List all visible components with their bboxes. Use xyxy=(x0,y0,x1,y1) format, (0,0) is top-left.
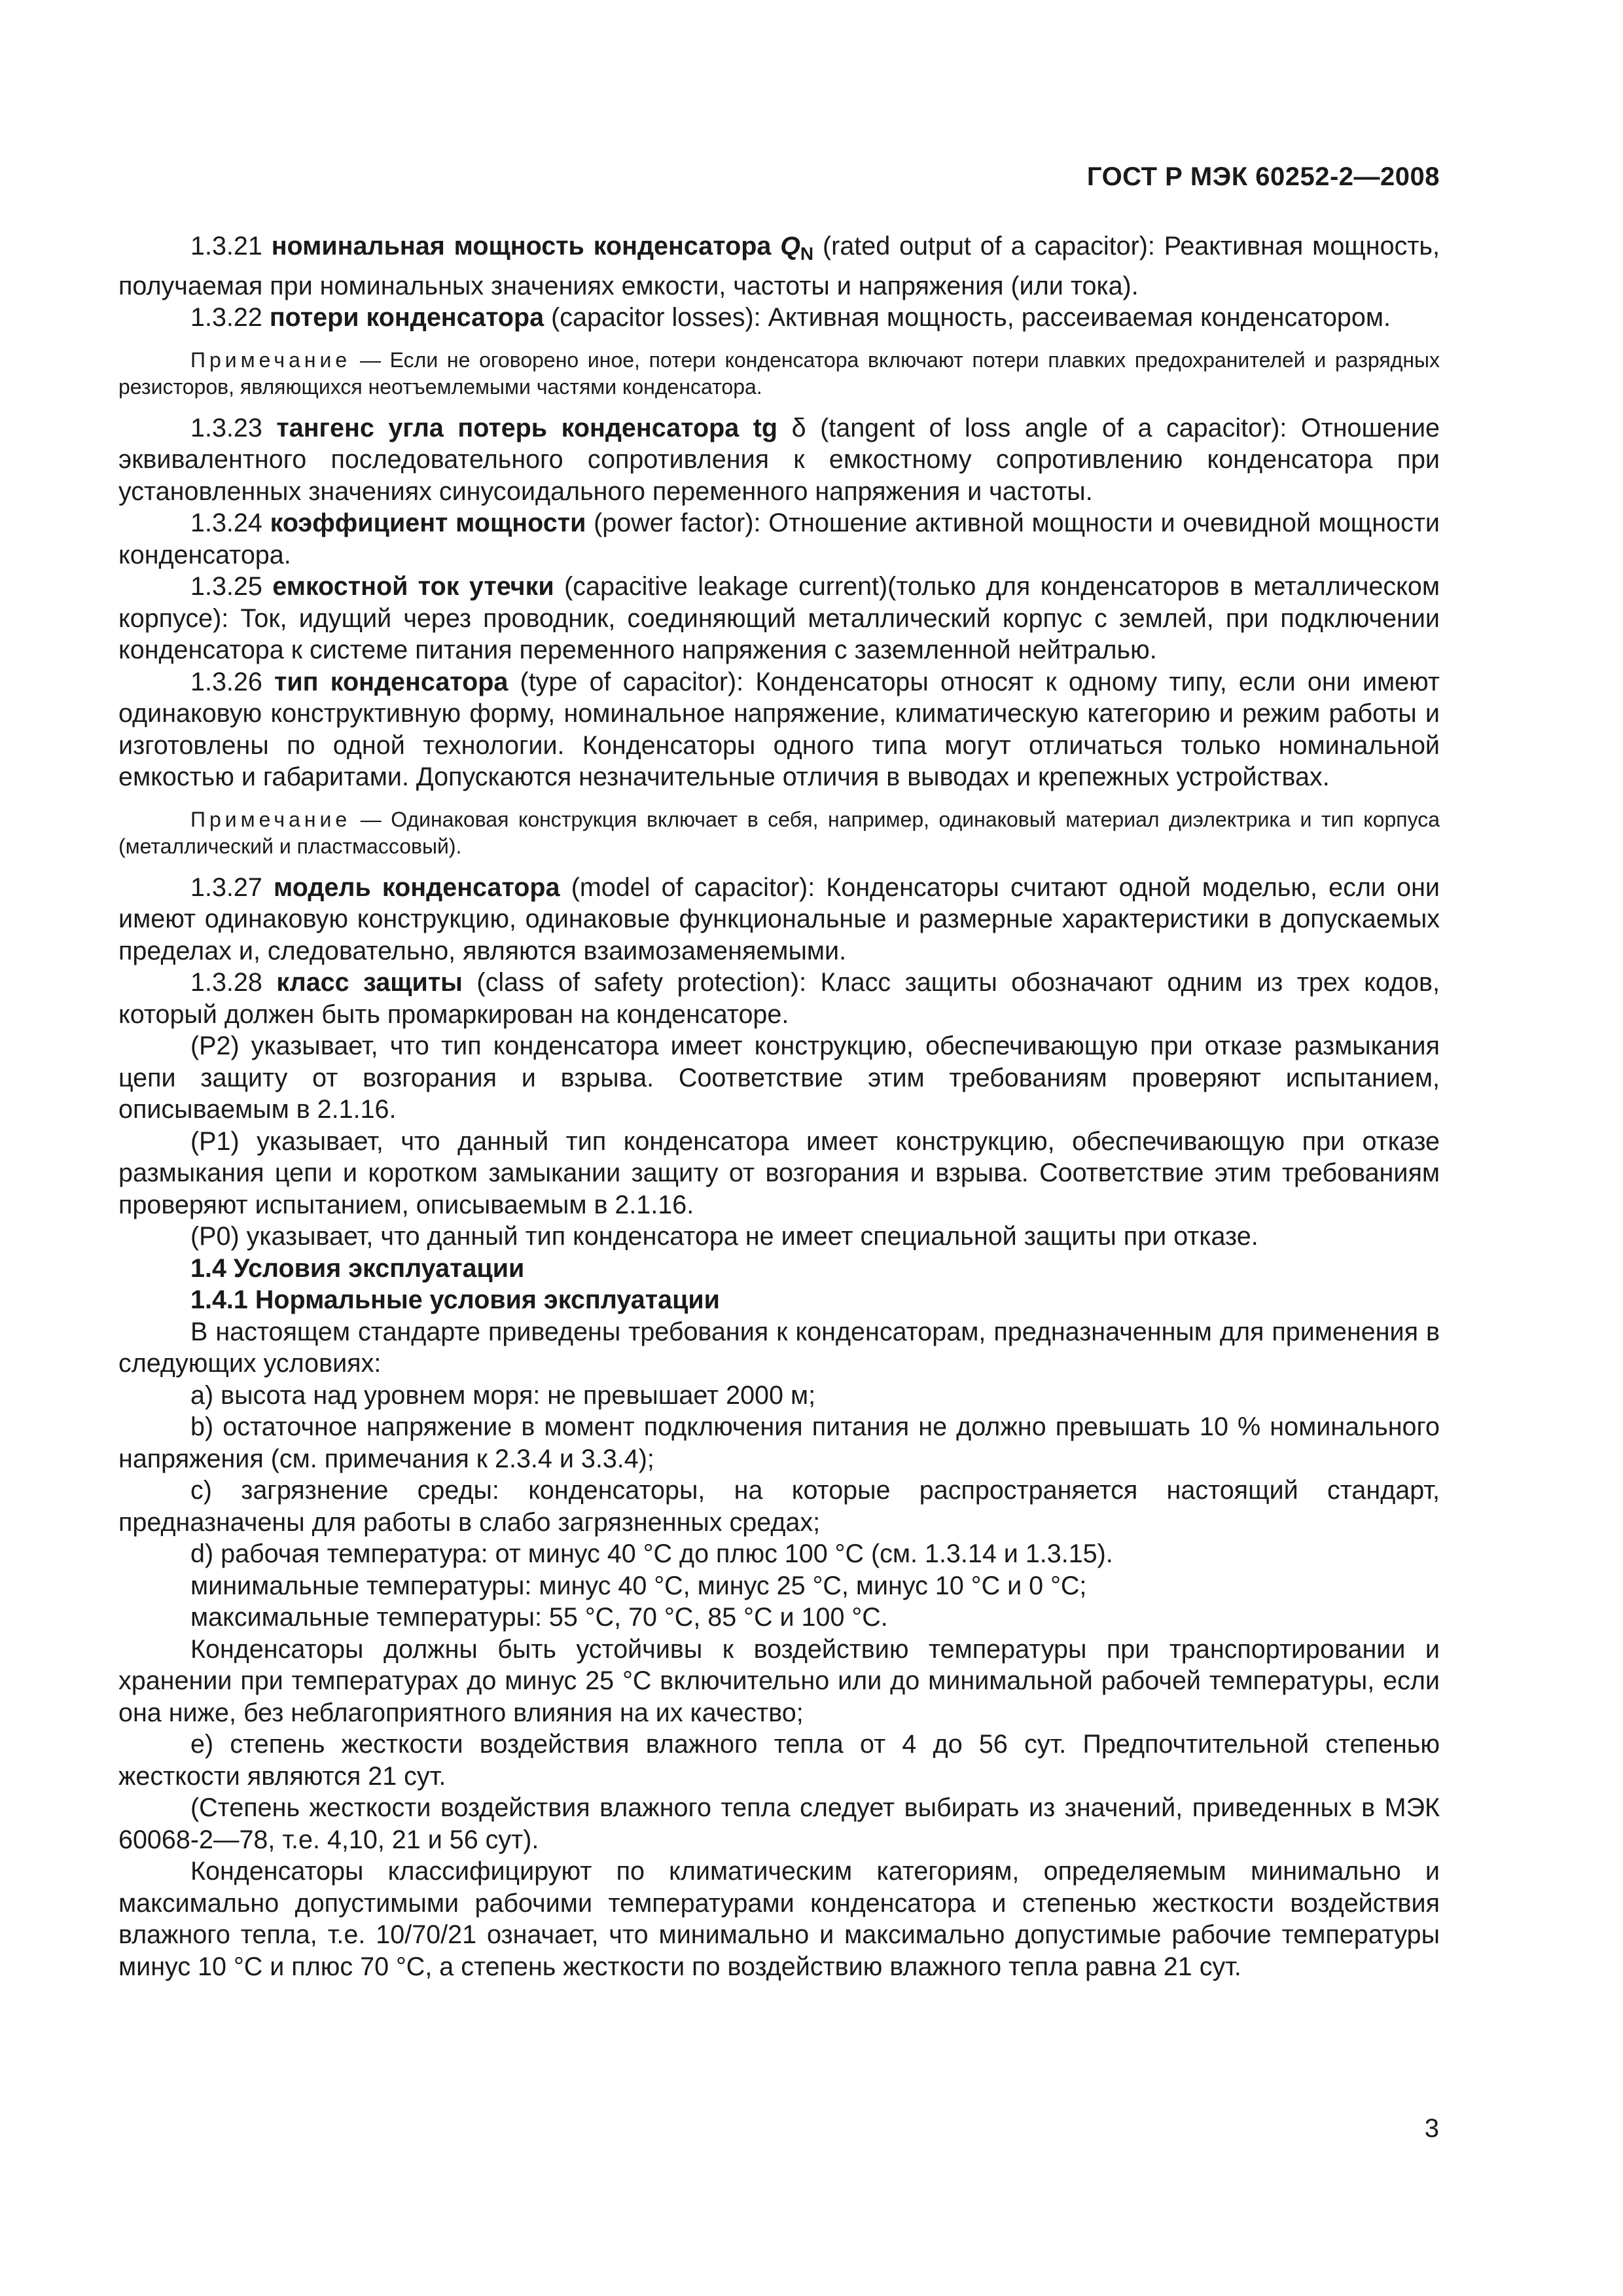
note-text: — Одинаковая конструкция включает в себя, например, одинаковый материал диэлектрика и тип корпуса (металлический и пластмассовый). xyxy=(118,807,1440,858)
page-number: 3 xyxy=(1424,2114,1439,2143)
delta-symbol: δ xyxy=(777,413,806,442)
term: класс защиты xyxy=(276,968,463,997)
list-item-a: а) высота над уровнем моря: не превышает 2000 м; xyxy=(190,1380,816,1410)
list-item-b: b) остаточное напряжение в момент подключения питания не должно превышать 10 % номинального напряжения (см. примечания к 2.3.4 и 3.3.4); xyxy=(118,1412,1440,1473)
definition: (capacitor losses): Активная мощность, рассеиваемая конденсатором. xyxy=(544,303,1391,332)
paragraph: (Степень жесткости воздействия влажного тепла следует выбирать из значений, приведенных в МЭК 60068-2—78, т.е. 4,10, 21 и 56 сут). xyxy=(118,1793,1440,1854)
clause-1-3-25 xyxy=(118,571,1440,666)
document-code: ГОСТ Р МЭК 60252-2—2008 xyxy=(1086,162,1440,191)
note-label: Примечание xyxy=(190,807,351,831)
definition: (type of capacitor): Конденсаторы относят к одному типу, если они имеют одинаковую конструктивную форму, номинальное напряжение, климатическую категорию и режим работы и изготовлены по одной технологии. Конденсаторы одного типа могут отличаться только номинальной емкостью и габаритами. Допускаются незначительные отличия в выводах и крепежных устройствах. xyxy=(118,667,1440,791)
section-heading-1-4-1: 1.4.1 Нормальные условия эксплуатации xyxy=(190,1285,720,1314)
page-body xyxy=(118,230,1440,1982)
clause-1-3-26 xyxy=(118,666,1440,793)
clause-number: 1.3.26 xyxy=(190,667,262,696)
clause-1-3-27 xyxy=(118,872,1440,967)
clause-1-3-28 xyxy=(118,967,1440,1030)
term: потери конденсатора xyxy=(269,303,544,332)
definition: (power factor): Отношение активной мощности и очевидной мощности конденсатора. xyxy=(118,509,1440,569)
list-item-c: c) загрязнение среды: конденсаторы, на которые распространяется настоящий стандарт, предназначены для работы в слабо загрязненных средах; xyxy=(118,1476,1440,1537)
note-1 xyxy=(118,347,1440,401)
term: номинальная мощность конденсатора xyxy=(271,232,772,260)
definition: (model of capacitor): Конденсаторы считают одной моделью, если они имеют одинаковую конструкцию, одинаковые функциональные и размерные характеристики в допускаемых пределах и, следовательно, являются взаимозаменяемыми. xyxy=(118,872,1440,965)
note-text: — Если не оговорено иное, потери конденсатора включают потери плавких предохранителей и разрядных резисторов, являющихся неотъемлемыми частями конденсатора. xyxy=(118,348,1440,399)
paragraph: максимальные температуры: 55 °С, 70 °С, 85 °С и 100 °С. xyxy=(190,1603,888,1632)
term: коэффициент мощности xyxy=(270,509,586,537)
section-heading-1-4: 1.4 Условия эксплуатации xyxy=(190,1253,525,1283)
term: модель конденсатора xyxy=(274,872,560,902)
paragraph-p0: (Р0) указывает, что данный тип конденсатора не имеет специальной защиты при отказе. xyxy=(190,1222,1258,1251)
note-label: Примечание xyxy=(190,348,351,372)
clause-number: 1.3.21 xyxy=(190,232,262,260)
definition: (capacitive leakage current)(только для конденсаторов в металлическом корпусе): Ток, идущий через проводник, соединяющий металлический корпус с землей, при подключении конденсатора к системе питания переменного напряжения с заземленной нейтралью. xyxy=(118,572,1440,664)
clause-1-3-24 xyxy=(118,507,1440,571)
clause-number: 1.3.23 xyxy=(190,413,262,442)
term: тангенс угла потерь конденсатора tg xyxy=(276,413,778,442)
paragraph: минимальные температуры: минус 40 °С, минус 25 °С, минус 10 °С и 0 °С; xyxy=(190,1571,1087,1600)
term: тип конденсатора xyxy=(274,667,508,696)
paragraph-p2: (Р2) указывает, что тип конденсатора имеет конструкцию, обеспечивающую при отказе размыкания цепи защиту от возгорания и взрыва. Соответствие этим требованиям проверяют испытанием, описываемым в 2.1.16. xyxy=(118,1031,1440,1124)
clause-number: 1.3.22 xyxy=(190,303,262,332)
definition: (tangent of loss angle of a capacitor): Отношение эквивалентного последовательного сопротивления к емкостному сопротивлению конденсатора при установленных значениях синусоидального переменного напряжения и частоты. xyxy=(118,413,1440,506)
term: емкостной ток утечки xyxy=(272,572,554,601)
paragraph: Конденсаторы должны быть устойчивы к воздействию температуры при транспортировании и хранении при температурах до минус 25 °С включительно или до минимальной рабочей температуры, если она ниже, без неблагоприятного влияния на их качество; xyxy=(118,1634,1440,1727)
clause-1-3-22 xyxy=(118,302,1440,334)
paragraph: Конденсаторы классифицируют по климатическим категориям, определяемым минимально и максимально допустимыми рабочими температурами конденсатора и степенью жесткости воздействия влажного тепла, т.е. 10/70/21 означает, что минимально и максимально допустимые рабочие температуры минус 10 °С и плюс 70 °С, а степень жесткости по воздействию влажного тепла равна 21 сут. xyxy=(118,1857,1440,1981)
paragraph: В настоящем стандарте приведены требования к конденсаторам, предназначенным для применения в следующих условиях: xyxy=(118,1317,1440,1378)
definition: (rated output of a capacitor): Реактивная мощность, получаемая при номинальных значениях емкости, частоты и напряжения (или тока). xyxy=(118,232,1440,300)
paragraph-p1: (Р1) указывает, что данный тип конденсатора имеет конструкцию, обеспечивающую при отказе размыкания цепи и коротком замыкании защиту от возгорания и взрыва. Соответствие этим требованиям проверяют испытанием, описываемым в 2.1.16. xyxy=(118,1126,1440,1219)
symbol-subscript: N xyxy=(800,243,814,264)
list-item-e: е) степень жесткости воздействия влажного тепла от 4 до 56 сут. Предпочтительной степенью жесткости являются 21 сут. xyxy=(118,1730,1440,1791)
clause-number: 1.3.27 xyxy=(190,872,262,902)
clause-number: 1.3.28 xyxy=(190,968,262,997)
clause-1-3-21 xyxy=(118,230,1440,302)
clause-1-3-23 xyxy=(118,412,1440,508)
list-item-d: d) рабочая температура: от минус 40 °С до плюс 100 °С (см. 1.3.14 и 1.3.15). xyxy=(190,1539,1113,1568)
note-2 xyxy=(118,806,1440,860)
clause-number: 1.3.24 xyxy=(190,509,262,537)
definition: (class of safety protection): Класс защиты обозначают одним из трех кодов, который должен быть промаркирован на конденсаторе. xyxy=(118,968,1440,1029)
symbol: Q xyxy=(780,232,800,260)
clause-number: 1.3.25 xyxy=(190,572,262,601)
